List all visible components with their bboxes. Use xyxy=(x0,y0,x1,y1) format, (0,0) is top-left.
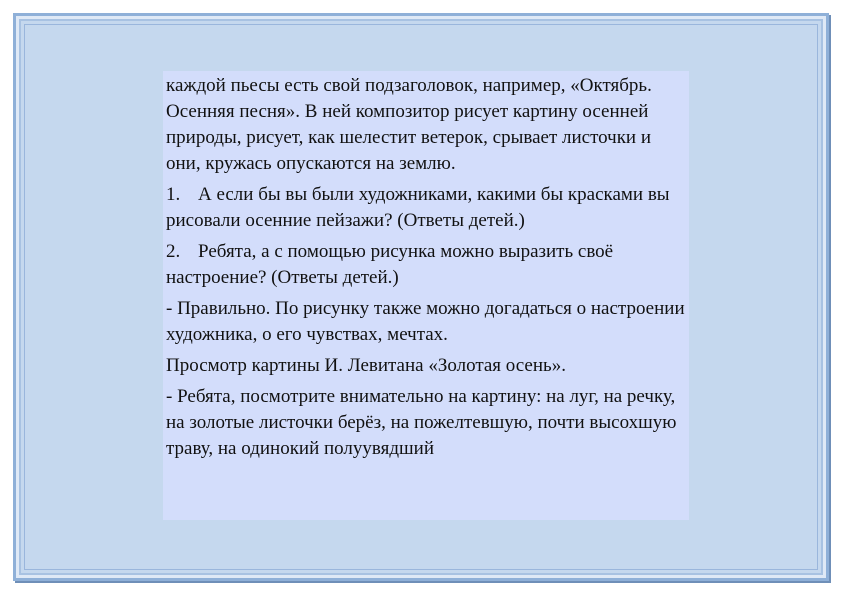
paragraph-answer xyxy=(166,296,686,348)
paragraph-text: - Ребята, посмотрите внимательно на картину: на луг, на речку, на золотые листочки берёз, на пожелтевшую, почти высохшую траву, на одинокий полуувядший xyxy=(166,386,677,459)
paragraph-question-1 xyxy=(166,182,686,234)
paragraph-text: - Правильно. По рисунку также можно догадаться о настроении художника, о его чувствах, мечтах. xyxy=(166,298,685,345)
paragraph-text: Просмотр картины И. Левитана «Золотая осень». xyxy=(166,355,566,376)
paragraph-description xyxy=(166,384,686,462)
paragraph-question-2 xyxy=(166,239,686,291)
text-box xyxy=(163,71,689,520)
paragraph-text: А если бы вы были художниками, какими бы красками вы рисовали осенние пейзажи? (Ответы детей.) xyxy=(166,184,670,231)
paragraph-text: каждой пьесы есть свой подзаголовок, например, «Октябрь. Осенняя песня». В ней композитор рисует картину осенней природы, рисует, как шелестит ветерок, срывает листочки и они, кружась опускаются на землю. xyxy=(166,75,652,174)
list-number: 2. xyxy=(166,241,181,262)
list-number: 1. xyxy=(166,184,181,205)
paragraph-intro xyxy=(166,73,686,177)
paragraph-text: Ребята, а с помощью рисунка можно выразить своё настроение? (Ответы детей.) xyxy=(166,241,614,288)
paragraph-viewing xyxy=(166,353,686,379)
